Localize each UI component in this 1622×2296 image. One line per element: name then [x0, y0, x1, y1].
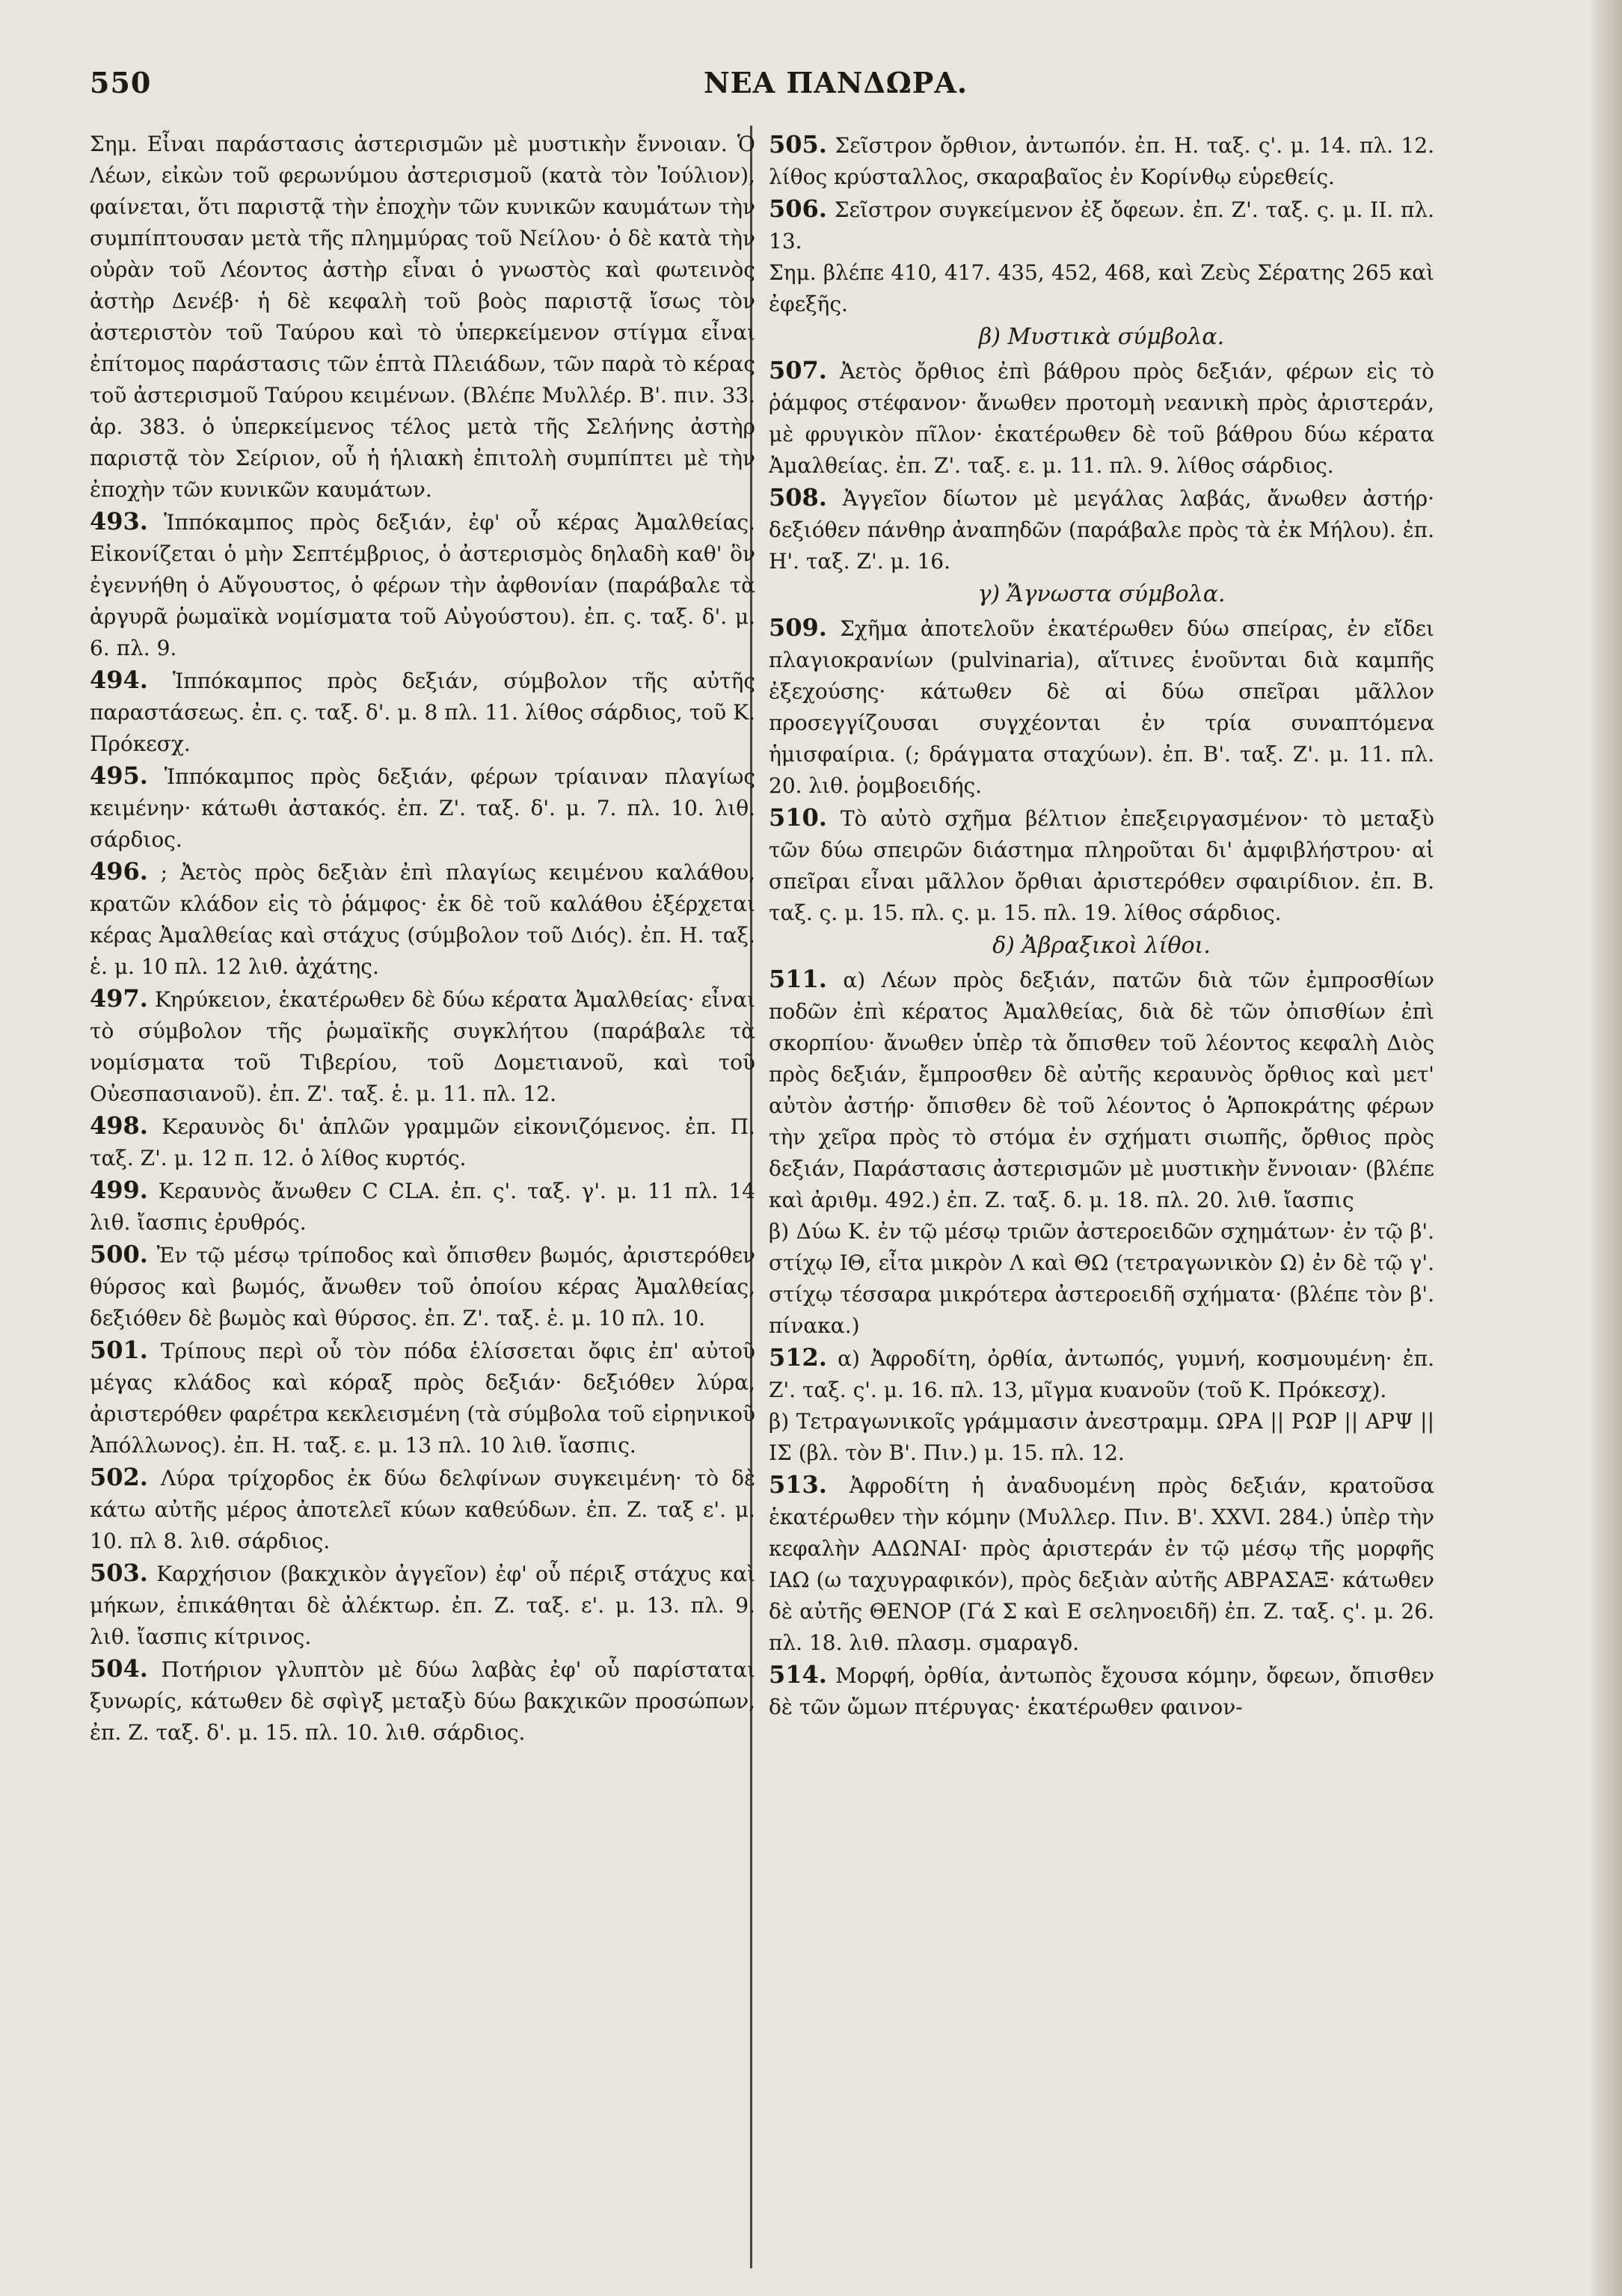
catalog-entry — [90, 856, 755, 983]
catalog-entry — [90, 1461, 755, 1557]
catalog-entry — [90, 983, 755, 1110]
catalog-entry — [90, 1653, 755, 1749]
entry-number: 504. — [90, 1654, 148, 1683]
entry-number: 508. — [769, 483, 827, 512]
entry-text: Ἱππόκαμπος πρὸς δεξιάν, σύμβολον τῆς αὐτῆς παραστάσεως. ἐπ. ς. ταξ. δ'. μ. 8 πλ. 11. λίθος σάρδιος, τοῦ Κ. Πρόκεσχ. — [90, 669, 755, 756]
entry-text: Τὸ αὐτὸ σχῆμα βέλτιον ἐπεξειργασμένον· τὸ μεταξὺ τῶν δύω σπειρῶν διάστημα πληροῦται δι' ἀμφιβλήστρου· αἱ σπεῖραι εἶναι μᾶλλον ὄρθιαι ἀριστερόθεν σφαιρίδιον. ἐπ. Β. ταξ. ς. μ. 15. πλ. ς. μ. 15. πλ. 19. λίθος σάρδιος. — [769, 806, 1434, 925]
catalog-entry — [90, 1334, 755, 1461]
entry-text: Ἀγγεῖον δίωτον μὲ μεγάλας λαβάς, ἄνωθεν ἀστήρ· δεξιόθεν πάνθηρ ἀναπηδῶν (παράβαλε πρὸς τὰ ἐκ Μήλου). ἐπ. Η'. ταξ. Ζ'. μ. 16. — [769, 486, 1434, 574]
entry-number: 495. — [90, 761, 148, 790]
entry-number: 500. — [90, 1240, 148, 1268]
entry-number: 502. — [90, 1463, 148, 1491]
entry-text: Ἐν τῷ μέσῳ τρίποδος καὶ ὄπισθεν βωμός, ἀριστερόθεν θύρσος καὶ βωμός, ἄνωθεν τοῦ ὁποίου κέρας Ἀμαλθείας, δεξιόθεν δὲ βωμὸς καὶ θύρσος. ἐπ. Ζ'. ταξ. ἑ. μ. 10 πλ. 10. — [90, 1243, 755, 1330]
catalog-entry — [90, 1174, 755, 1238]
catalog-entry — [769, 963, 1434, 1216]
entry-text: Ἀφροδίτη ἡ ἀναδυομένη πρὸς δεξιάν, κρατοῦσα ἑκατέρωθεν τὴν κόμην (Μυλλερ. Πιν. Β'. XXVI. 284.) ὑπὲρ τὴν κεφαλὴν ΑΔΩΝΑΙ· πρὸς ἀριστεράν ἐν τῷ μέσῳ τῆς μορφῆς ΙΑΩ (ω ταχυγραφικόν), πρὸς δεξιὰν αὐτῆς ΑΒΡΑΣΑΞ· κάτωθεν δὲ αὐτῆς ΘΕΝΟΡ (Γά Σ καὶ Ε σεληνοειδῆ) ἐπ. Ζ. ταξ. ς'. μ. 26. πλ. 18. λιθ. πλασμ. σμαραγδ. — [769, 1473, 1434, 1655]
entry-number: 503. — [90, 1559, 148, 1587]
page-header — [90, 66, 1582, 111]
catalog-entry — [769, 193, 1434, 257]
entry-text: Σχῆμα ἀποτελοῦν ἑκατέρωθεν δύω σπείρας, ἐν εἴδει πλαγιοκρανίων (pulvinaria), αἵτινες ἑνοῦνται διὰ καμπῆς ἐξεχούσης· κάτωθεν δὲ αἱ δύω σπεῖραι μᾶλλον προσεγγίζουσαι συγχέονται ἐν τρία συναπτόμενα ἡμισφαίρια. (; δράγματα σταχύων). ἐπ. Β'. ταξ. Ζ'. μ. 11. πλ. 20. λιθ. ῥομβοειδής. — [769, 616, 1434, 798]
entry-number: 513. — [769, 1470, 827, 1499]
catalog-entry — [769, 802, 1434, 929]
entry-text: Ἀετὸς ὄρθιος ἐπὶ βάθρου πρὸς δεξιάν, φέρων εἰς τὸ ῥάμφος στέφανον· ἄνωθεν προτομὴ νεανικὴ πρὸς ἀριστεράν, μὲ φρυγικὸν πῖλον· ἑκατέρωθεν δὲ τοῦ βάθρου δύω κέρατα Ἀμαλθείας. ἐπ. Ζ'. ταξ. ε. μ. 11. πλ. 9. λίθος σάρδιος. — [769, 359, 1434, 478]
section-heading: β) Μυστικὰ σύμβολα. — [978, 324, 1225, 350]
entry-number: 512. — [769, 1343, 827, 1372]
entry-text: Σημ. βλέπε 410, 417. 435, 452, 468, καὶ Ζεὺς Σέρατης 265 καὶ ἐφεξῆς. — [769, 260, 1434, 316]
catalog-entry — [769, 257, 1434, 320]
entry-text: Ποτήριον γλυπτὸν μὲ δύω λαβὰς ἐφ' οὗ παρίσταται ξυνωρίς, κάτωθεν δὲ σφὶγξ μεταξὺ δύω βακχικῶν προσώπων, ἐπ. Ζ. ταξ. δ'. μ. 15. πλ. 10. λιθ. σάρδιος. — [90, 1657, 755, 1745]
catalog-entry — [90, 1238, 755, 1334]
entry-number: 507. — [769, 356, 827, 384]
entry-text: Μορφή, ὀρθία, ἀντωπὸς ἔχουσα κόμην, ὄφεων, ὄπισθεν δὲ τῶν ὤμων πτέρυγας· ἑκατέρωθεν φαινον- — [769, 1663, 1434, 1719]
entry-text: ; Ἀετὸς πρὸς δεξιὰν ἐπὶ πλαγίως κειμένου καλάθου, κρατῶν κλάδον εἰς τὸ ῥάμφος· ἐκ δὲ τοῦ καλάθου ἐξέρχεται κέρας Ἀμαλθείας καὶ στάχυς (σύμβολον τοῦ Διός). ἐπ. Η. ταξ. ἑ. μ. 10 πλ. 12 λιθ. ἀχάτης. — [90, 860, 755, 979]
entry-text: β) Τετραγωνικοῖς γράμμασιν ἀνεστραμμ. ΩΡΑ || ΡΩΡ || ΑΡΨ || ΙΣ (βλ. τὸν Β'. Πιν.) μ. 15. πλ. 12. — [769, 1409, 1434, 1465]
right-column — [769, 129, 1434, 2275]
entry-text: Σεῖστρον συγκείμενον ἐξ ὄφεων. ἐπ. Ζ'. ταξ. ς. μ. ΙΙ. πλ. 13. — [769, 197, 1434, 254]
entry-text: α) Λέων πρὸς δεξιάν, πατῶν διὰ τῶν ἐμπροσθίων ποδῶν ἐπὶ κέρατος Ἀμαλθείας, διὰ δὲ τῶν ὀπισθίων ἐπὶ σκορπίου· ἄνωθεν ὑπὲρ τὰ ὄπισθεν τοῦ λέοντος κεφαλὴ Διὸς πρὸς δεξιάν, ἔμπροσθεν δὲ αὐτῆς κεραυνὸς ὄρθιος καὶ μετ' αὐτὸν ἀστήρ· ὄπισθεν δὲ τοῦ λέοντος ὁ Ἁρποκράτης φέρων τὴν χεῖρα πρὸς τὸ στόμα ἐν σχήματι σιωπῆς, ὄρθιος πρὸς δεξιάν, Παράστασις ἀστερισμῶν μὲ μυστικὴν ἔννοιαν· (βλέπε καὶ ἀριθμ. 492.) ἐπ. Ζ. ταξ. δ. μ. 18. πλ. 20. λιθ. ἴασπις — [769, 968, 1434, 1212]
entry-text: Κηρύκειον, ἑκατέρωθεν δὲ δύω κέρατα Ἀμαλθείας· εἶναι τὸ σύμβολον τῆς ῥωμαϊκῆς συγκλήτου (παράβαλε τὰ νομίσματα τοῦ Τιβερίου, τοῦ Δομετιανοῦ, καὶ τοῦ Οὐεσπασιανοῦ). ἐπ. Ζ'. ταξ. ἑ. μ. 11. πλ. 12. — [90, 987, 755, 1106]
entry-text: Τρίπους περὶ οὗ τὸν πόδα ἑλίσσεται ὄφις ἐπ' αὐτοῦ μέγας κλάδος καὶ κόραξ πρὸς δεξιάν· δεξιόθεν λύρα, ἀριστερόθεν φαρέτρα κεκλεισμένη (τὰ σύμβολα τοῦ εἰρηνικοῦ Ἀπόλλωνος). ἐπ. Η. ταξ. ε. μ. 13 πλ. 10 λιθ. ἴασπις. — [90, 1339, 755, 1458]
section-heading: δ) Ἀβραξικοὶ λίθοι. — [992, 933, 1211, 959]
entry-text: Κεραυνὸς ἄνωθεν C CLA. ἐπ. ς'. ταξ. γ'. μ. 11 πλ. 14 λιθ. ἴασπις ἐρυθρός. — [90, 1179, 755, 1235]
catalog-entry — [769, 1406, 1434, 1469]
page-number: 550 — [90, 66, 152, 99]
entry-text: Κεραυνὸς δι' ἁπλῶν γραμμῶν εἰκονιζόμενος. ἐπ. Π. ταξ. Ζ'. μ. 12 π. 12. ὁ λίθος κυρτός. — [90, 1114, 755, 1170]
entry-text: Ἱππόκαμπος πρὸς δεξιάν, ἐφ' οὗ κέρας Ἀμαλθείας. Εἰκονίζεται ὁ μὴν Σεπτέμβριος, ὁ ἀστερισμὸς δηλαδὴ καθ' ὃν ἐγεννήθη ὁ Αὔγουστος, ὁ φέρων τὴν ἀφθονίαν (παράβαλε τὰ ἀργυρᾶ ῥωμαϊκὰ νομίσματα τοῦ Αὐγούστου). ἐπ. ς. ταξ. δ'. μ. 6. πλ. 9. — [90, 510, 755, 660]
catalog-entry — [769, 612, 1434, 802]
entry-number: 514. — [769, 1660, 827, 1689]
running-title: ΝΕΑ ΠΑΝΔΩΡΑ. — [703, 66, 968, 99]
entry-number: 501. — [90, 1336, 148, 1364]
catalog-entry — [769, 1216, 1434, 1342]
catalog-entry — [90, 760, 755, 856]
section-heading: γ) Ἄγνωστα σύμβολα. — [977, 581, 1226, 607]
catalog-entry — [90, 129, 755, 506]
entry-number: 497. — [90, 984, 148, 1013]
catalog-entry — [90, 506, 755, 664]
entry-text: Καρχήσιον (βακχικὸν ἀγγεῖον) ἐφ' οὗ πέριξ στάχυς καὶ μήκων, ἐπικάθηται δὲ ἀλέκτωρ. ἐπ. Ζ. ταξ. ε'. μ. 13. πλ. 9. λιθ. ἴασπις κίτρινος. — [90, 1562, 755, 1649]
entry-text: β) Δύω Κ. ἐν τῷ μέσῳ τριῶν ἀστεροειδῶν σχημάτων· ἐν τῷ β'. στίχῳ ΙΘ, εἶτα μικρὸν Λ καὶ ΘΩ (τετραγωνικὸν Ω) ἐν δὲ τῷ γ'. στίχῳ τέσσαρα μικρότερα ἀστεροειδῆ σχήματα· (βλέπε τὸν β'. πίνακα.) — [769, 1219, 1434, 1338]
page-edge-shadow — [1591, 0, 1622, 2296]
entry-number: 494. — [90, 666, 148, 694]
entry-text: Ἱππόκαμπος πρὸς δεξιάν, φέρων τρίαιναν πλαγίως κειμένην· κάτωθι ἀστακός. ἐπ. Ζ'. ταξ. δ'. μ. 7. πλ. 10. λιθ. σάρδιος. — [90, 764, 755, 852]
catalog-entry — [769, 1659, 1434, 1723]
catalog-entry — [90, 664, 755, 760]
entry-text: α) Ἀφροδίτη, ὀρθία, ἀντωπός, γυμνή, κοσμουμένη· ἐπ. Ζ'. ταξ. ς'. μ. 16. πλ. 13, μῖγμα κυανοῦν (τοῦ Κ. Πρόκεσχ). — [769, 1346, 1434, 1402]
entry-text: Σεῖστρον ὄρθιον, ἀντωπόν. ἐπ. Η. ταξ. ς'. μ. 14. πλ. 12. λίθος κρύσταλλος, σκαραβαῖος ἐν Κορίνθῳ εὑρεθείς. — [769, 133, 1434, 189]
entry-number: 499. — [90, 1176, 148, 1204]
entry-number: 493. — [90, 507, 148, 535]
entry-text: Σημ. Εἶναι παράστασις ἀστερισμῶν μὲ μυστικὴν ἔννοιαν. Ὁ Λέων, εἰκὼν τοῦ φερωνύμου ἀστερισμοῦ (κατὰ τὸν Ἰούλιον), φαίνεται, ὅτι παριστᾷ τὴν ἐποχὴν τῶν κυνικῶν καυμάτων τὴν συμπίπτουσαν μετὰ τῆς πλημμύρας τοῦ Νείλου· ὁ δὲ κατὰ τὴν οὐρὰν τοῦ Λέοντος ἀστὴρ εἶναι ὁ γνωστὸς καὶ φωτεινὸς ἀστὴρ Δενέβ· ἡ δὲ κεφαλὴ τοῦ βοὸς παριστᾷ ἴσως τὸν ἀστεριστὸν τοῦ Ταύρου καὶ τὸ ὑπερκείμενον στίγμα εἶναι ἐπίτομος παράστασις τῶν ἑπτὰ Πλειάδων, τῶν παρὰ τὸ κέρας τοῦ ἀστερισμοῦ Ταύρου κειμένων. (Βλέπε Μυλλέρ. Β'. πιν. 33. ἀρ. 383. ὁ ὑπερκείμενος τέλος μετὰ τῆς Σελήνης ἀστὴρ παριστᾷ τὸν Σείριον, οὗ ἡ ἡλιακὴ ἐπιτολὴ συμπίπτει μὲ τὴν ἐποχὴν τῶν κυνικῶν καυμάτων. — [90, 132, 755, 502]
catalog-entry — [769, 482, 1434, 577]
catalog-entry — [90, 1110, 755, 1174]
left-column — [90, 129, 755, 2275]
entry-number: 509. — [769, 613, 827, 642]
catalog-entry — [769, 1342, 1434, 1406]
catalog-entry — [769, 129, 1434, 193]
entry-number: 510. — [769, 803, 827, 832]
entry-number: 505. — [769, 130, 827, 159]
entry-number: 511. — [769, 965, 827, 993]
entry-text: Λύρα τρίχορδος ἐκ δύω δελφίνων συγκειμένη· τὸ δὲ κάτω αὐτῆς μέρος ἀποτελεῖ κύων καθεύδων. ἐπ. Ζ. ταξ ε'. μ. 10. πλ 8. λιθ. σάρδιος. — [90, 1466, 755, 1553]
entry-number: 506. — [769, 194, 827, 223]
catalog-entry — [769, 354, 1434, 482]
entry-number: 498. — [90, 1111, 148, 1140]
catalog-entry — [90, 1557, 755, 1653]
entry-number: 496. — [90, 857, 148, 885]
catalog-entry — [769, 1469, 1434, 1659]
